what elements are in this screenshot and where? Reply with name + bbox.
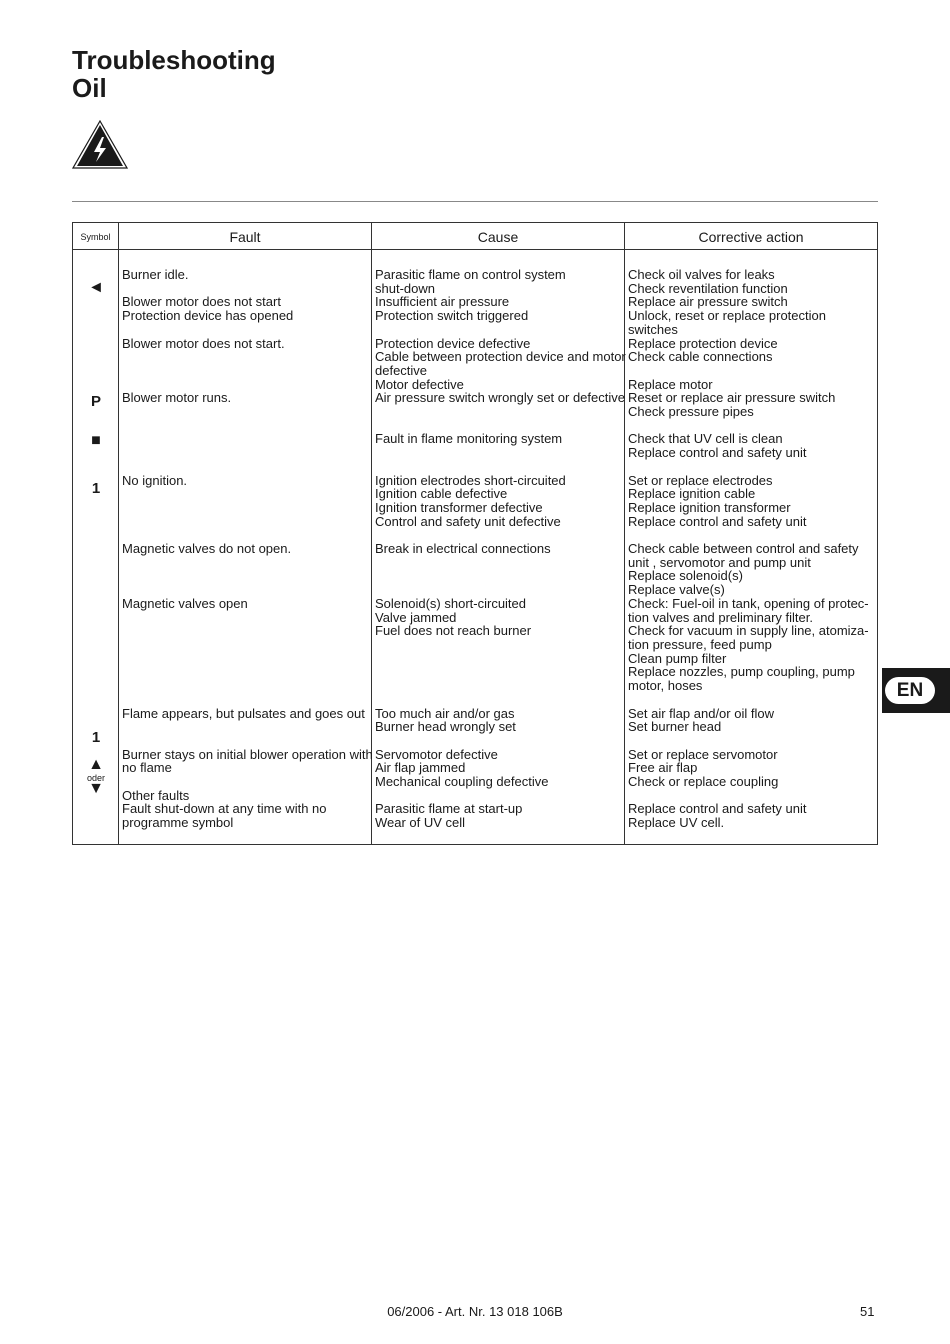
cause-line: Control and safety unit defective	[375, 513, 561, 529]
fault-line	[122, 378, 373, 392]
cause-line	[375, 528, 626, 542]
action-line: Check for vacuum in supply line, atomiza-	[628, 623, 869, 639]
action-line: Replace UV cell.	[628, 815, 725, 831]
cause-line: Insufficient air pressure	[375, 294, 510, 310]
fault-line: Magnetic valves open	[122, 595, 248, 611]
cause-line: Ignition electrodes short-circuited	[375, 472, 566, 488]
cause-line: Air flap jammed	[375, 760, 466, 776]
cause-line	[375, 569, 626, 583]
action-line: motor, hoses	[628, 678, 703, 694]
fault-line: Flame appears, but pulsates and goes out	[122, 705, 365, 721]
fault-line	[122, 419, 373, 433]
cause-line: shut-down	[375, 280, 435, 296]
column-divider	[118, 223, 119, 844]
fault-line	[122, 665, 373, 679]
fault-line: Fault shut-down at any time with no	[122, 801, 327, 817]
cause-line: Cable between protection device and motor	[375, 349, 626, 365]
fault-line: Burner stays on initial blower operation with	[122, 746, 373, 762]
cause-line	[375, 405, 626, 419]
action-line	[628, 789, 869, 803]
fault-line	[122, 652, 373, 666]
language-tab	[882, 668, 950, 713]
fault-line	[122, 350, 373, 364]
fault-line: Blower motor does not start.	[122, 335, 285, 351]
fault-line	[122, 624, 373, 638]
language-label: EN	[885, 677, 935, 704]
cause-line: Protection device defective	[375, 335, 531, 351]
cause-line: Mechanical coupling defective	[375, 774, 549, 790]
troubleshooting-table	[72, 222, 878, 845]
symbol-1: 1	[91, 480, 101, 497]
footer-article-number: 06/2006 - Art. Nr. 13 018 106B	[387, 1304, 563, 1319]
cause-line: Valve jammed	[375, 609, 457, 625]
symbol-up-arrow: ▲	[88, 756, 104, 773]
cause-line	[375, 734, 626, 748]
action-line	[628, 419, 869, 433]
action-line: Check: Fuel-oil in tank, opening of protec-	[628, 595, 869, 611]
fault-line	[122, 528, 373, 542]
fault-line: Other faults	[122, 787, 190, 803]
cause-line: Fuel does not reach burner	[375, 623, 532, 639]
cause-line: Air pressure switch wrongly set or defective	[375, 390, 625, 406]
action-line: tion pressure, feed pump	[628, 636, 772, 652]
cause-line: Protection switch triggered	[375, 308, 529, 324]
fault-line	[122, 638, 373, 652]
action-line: Replace ignition transformer	[628, 499, 791, 515]
header-corrective-action: Corrective action	[698, 229, 804, 245]
fault-line	[122, 583, 373, 597]
cause-column	[375, 268, 626, 830]
high-voltage-warning-icon	[72, 120, 128, 170]
action-line: Set burner head	[628, 719, 722, 735]
cause-line	[375, 638, 626, 652]
cause-line	[375, 460, 626, 474]
cause-line: Break in electrical connections	[375, 541, 551, 557]
action-line: Check cable connections	[628, 349, 773, 365]
fault-line	[122, 432, 373, 446]
header-divider	[73, 249, 877, 250]
action-line: Replace ignition cable	[628, 486, 756, 502]
title-divider	[72, 201, 878, 202]
action-line: Replace nozzles, pump coupling, pump	[628, 664, 855, 680]
fault-line	[122, 611, 373, 625]
action-line: Reset or replace air pressure switch	[628, 390, 836, 406]
symbol-oder-label: oder	[86, 773, 105, 783]
cause-line: Wear of UV cell	[375, 815, 466, 831]
action-line: switches	[628, 321, 678, 337]
cause-line: Parasitic flame at start-up	[375, 801, 523, 817]
fault-line: No ignition.	[122, 472, 188, 488]
fault-line	[122, 323, 373, 337]
fault-line	[122, 569, 373, 583]
fault-line: programme symbol	[122, 815, 234, 831]
cause-line	[375, 665, 626, 679]
symbol-left-arrow: ◄	[88, 279, 104, 296]
fault-line	[122, 734, 373, 748]
action-line: Unlock, reset or replace protection	[628, 308, 826, 324]
title-line-2: Oil	[72, 73, 107, 103]
fault-line: Burner idle.	[122, 267, 189, 282]
cause-line	[375, 679, 626, 693]
action-line: Check pressure pipes	[628, 404, 754, 420]
fault-line	[122, 515, 373, 529]
cause-line: Solenoid(s) short-circuited	[375, 595, 527, 611]
cause-line	[375, 583, 626, 597]
action-line: Check oil valves for leaks	[628, 267, 775, 282]
corrective-action-column	[628, 268, 869, 830]
symbol-p: P	[90, 393, 101, 410]
fault-line: Blower motor runs.	[122, 390, 232, 406]
fault-line: Blower motor does not start	[122, 294, 281, 310]
header-cause: Cause	[477, 229, 519, 245]
fault-line	[122, 556, 373, 570]
action-line: Replace control and safety unit	[628, 445, 807, 461]
action-line: Replace control and safety unit	[628, 801, 807, 817]
action-line: Replace control and safety unit	[628, 513, 807, 529]
action-line: unit , servomotor and pump unit	[628, 554, 811, 570]
action-line	[628, 734, 869, 748]
symbol-square: ■	[91, 432, 101, 449]
cause-line: Fault in flame monitoring system	[375, 431, 563, 447]
action-line: Replace protection device	[628, 335, 778, 351]
fault-line: no flame	[122, 760, 172, 776]
page-title	[72, 46, 276, 102]
fault-line	[122, 446, 373, 460]
action-line: Free air flap	[628, 760, 698, 776]
symbol-1: 1	[91, 729, 101, 746]
action-line: tion valves and preliminary filter.	[628, 609, 813, 625]
action-line: Set or replace servomotor	[628, 746, 778, 762]
cause-line: Motor defective	[375, 376, 464, 392]
fault-line	[122, 693, 373, 707]
fault-line	[122, 405, 373, 419]
action-line: Check reventilation function	[628, 280, 788, 296]
cause-line: Servomotor defective	[375, 746, 498, 762]
cause-line	[375, 652, 626, 666]
cause-line: Parasitic flame on control system	[375, 267, 566, 282]
action-line	[628, 460, 869, 474]
fault-line	[122, 460, 373, 474]
cause-line	[375, 693, 626, 707]
cause-line	[375, 556, 626, 570]
cause-line: defective	[375, 362, 428, 378]
cause-line	[375, 323, 626, 337]
action-line	[628, 364, 869, 378]
action-line: Replace valve(s)	[628, 582, 725, 598]
cause-line	[375, 789, 626, 803]
fault-line	[122, 720, 373, 734]
fault-line	[122, 501, 373, 515]
action-line	[628, 693, 869, 707]
cause-line: Burner head wrongly set	[375, 719, 516, 735]
page-number: 51	[860, 1304, 875, 1319]
fault-column	[122, 268, 373, 830]
action-line: Replace solenoid(s)	[628, 568, 743, 584]
action-line: Replace motor	[628, 376, 713, 392]
fault-line	[122, 364, 373, 378]
action-line: Clean pump filter	[628, 650, 727, 666]
cause-line: Too much air and/or gas	[375, 705, 515, 721]
action-line: Check or replace coupling	[628, 774, 779, 790]
symbol-down-arrow: ▼	[88, 780, 104, 797]
header-symbol: Symbol	[80, 232, 111, 242]
fault-line: Protection device has opened	[122, 308, 294, 324]
fault-line	[122, 775, 373, 789]
fault-line	[122, 282, 373, 296]
cause-line: Ignition cable defective	[375, 486, 508, 502]
action-line: Set or replace electrodes	[628, 472, 773, 488]
action-line: Set air flap and/or oil flow	[628, 705, 774, 721]
action-line: Check cable between control and safety	[628, 541, 859, 557]
fault-line	[122, 487, 373, 501]
title-line-1: Troubleshooting	[72, 45, 276, 75]
cause-line	[375, 446, 626, 460]
cause-line	[375, 419, 626, 433]
action-line: Check that UV cell is clean	[628, 431, 783, 447]
action-line: Replace air pressure switch	[628, 294, 788, 310]
fault-line: Magnetic valves do not open.	[122, 541, 292, 557]
fault-line	[122, 679, 373, 693]
action-line	[628, 528, 869, 542]
header-fault: Fault	[229, 229, 261, 245]
cause-line: Ignition transformer defective	[375, 499, 543, 515]
